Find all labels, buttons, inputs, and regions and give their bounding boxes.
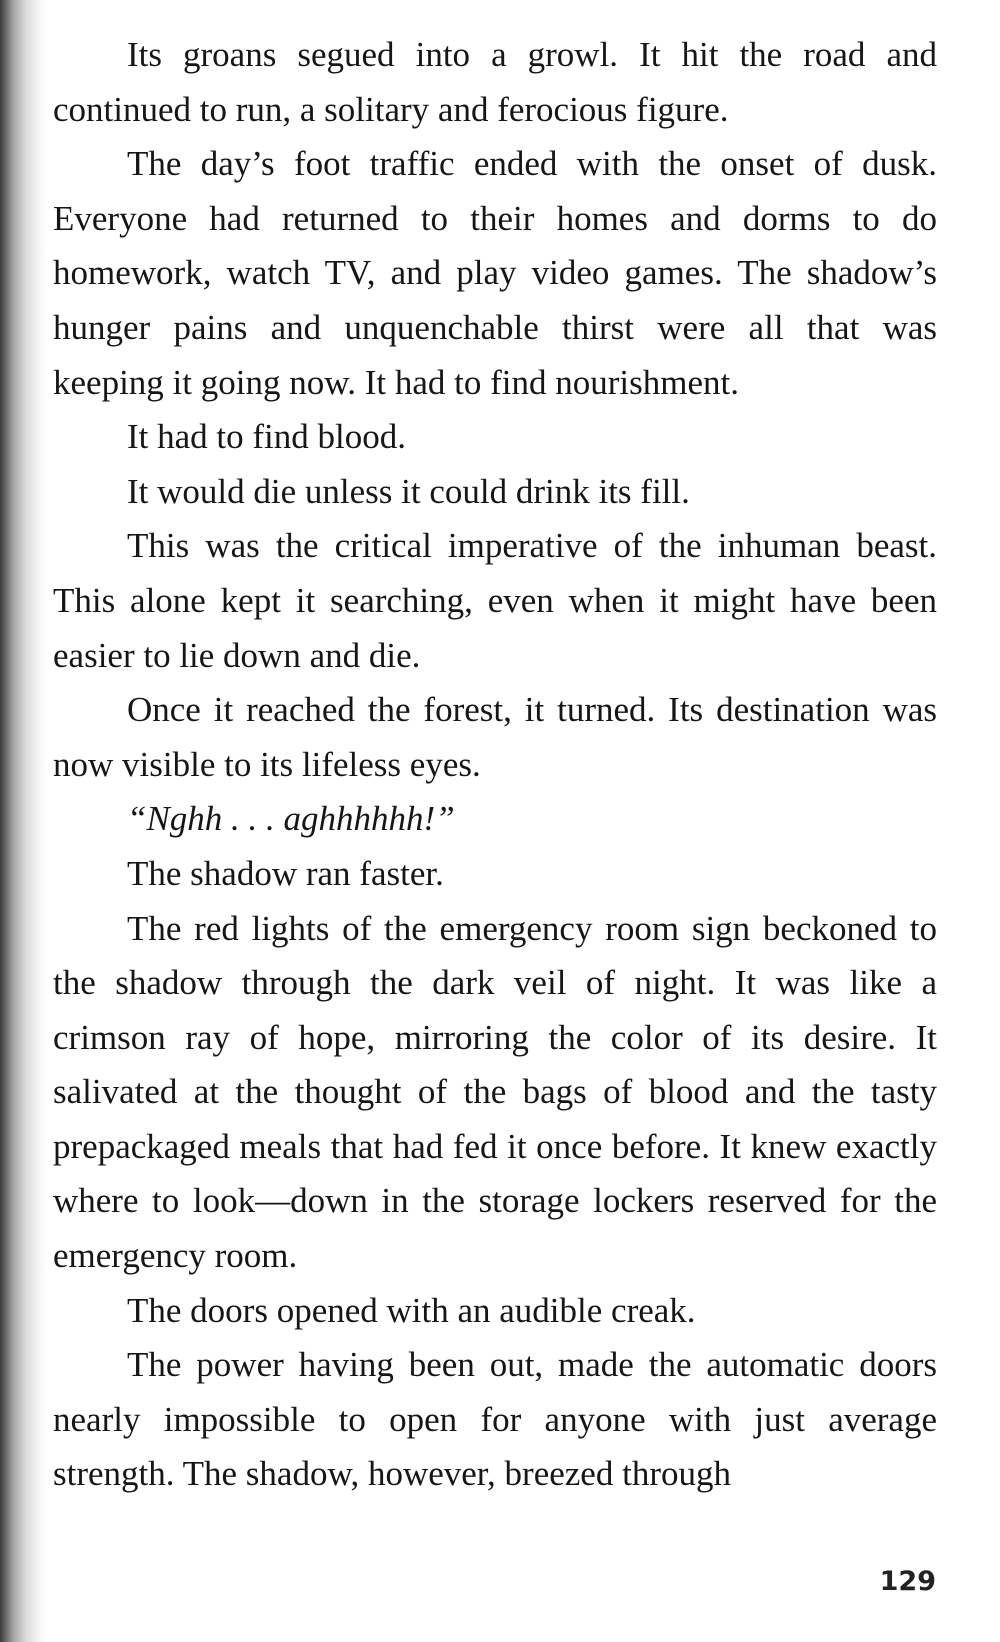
paragraph: The shadow ran faster. [127, 853, 444, 893]
paragraph: It would die unless it could drink its fill. [127, 471, 690, 511]
paragraph: The power having been out, made the automatic doors nearly impossible to open for anyone with just average strength. The shadow, however, breezed through [53, 1345, 937, 1494]
page-binding-shadow [0, 0, 48, 1642]
paragraph: Its groans segued into a growl. It hit the road and continued to run, a solitary and ferocious figure. [53, 35, 937, 129]
paragraph: The day’s foot traffic ended with the onset of dusk. Everyone had returned to their homes and dorms to do homework, watch TV, and play video games. The shadow’s hunger pains and unquenchable thirst were all that was keeping it going now. It had to find nourishment. [53, 144, 937, 402]
paragraph: The red lights of the emergency room sign beckoned to the shadow through the dark veil of night. It was like a crimson ray of hope, mirroring the color of its desire. It salivated at the thought of the bags of blood and the tasty prepackaged meals that had fed it once before. It knew exactly where to look—down in the storage lockers reserved for the emergency room. [53, 908, 937, 1276]
body-text [53, 28, 937, 1502]
page-number: 129 [879, 1566, 936, 1597]
dialogue-paragraph: “Nghh . . . aghhhhhh!” [127, 799, 455, 839]
paragraph: Once it reached the forest, it turned. Its destination was now visible to its lifeless eyes. [53, 690, 937, 784]
paragraph: This was the critical imperative of the inhuman beast. This alone kept it searching, even when it might have been easier to lie down and die. [53, 526, 937, 675]
paragraph: It had to find blood. [127, 417, 406, 457]
paragraph: The doors opened with an audible creak. [127, 1290, 696, 1330]
